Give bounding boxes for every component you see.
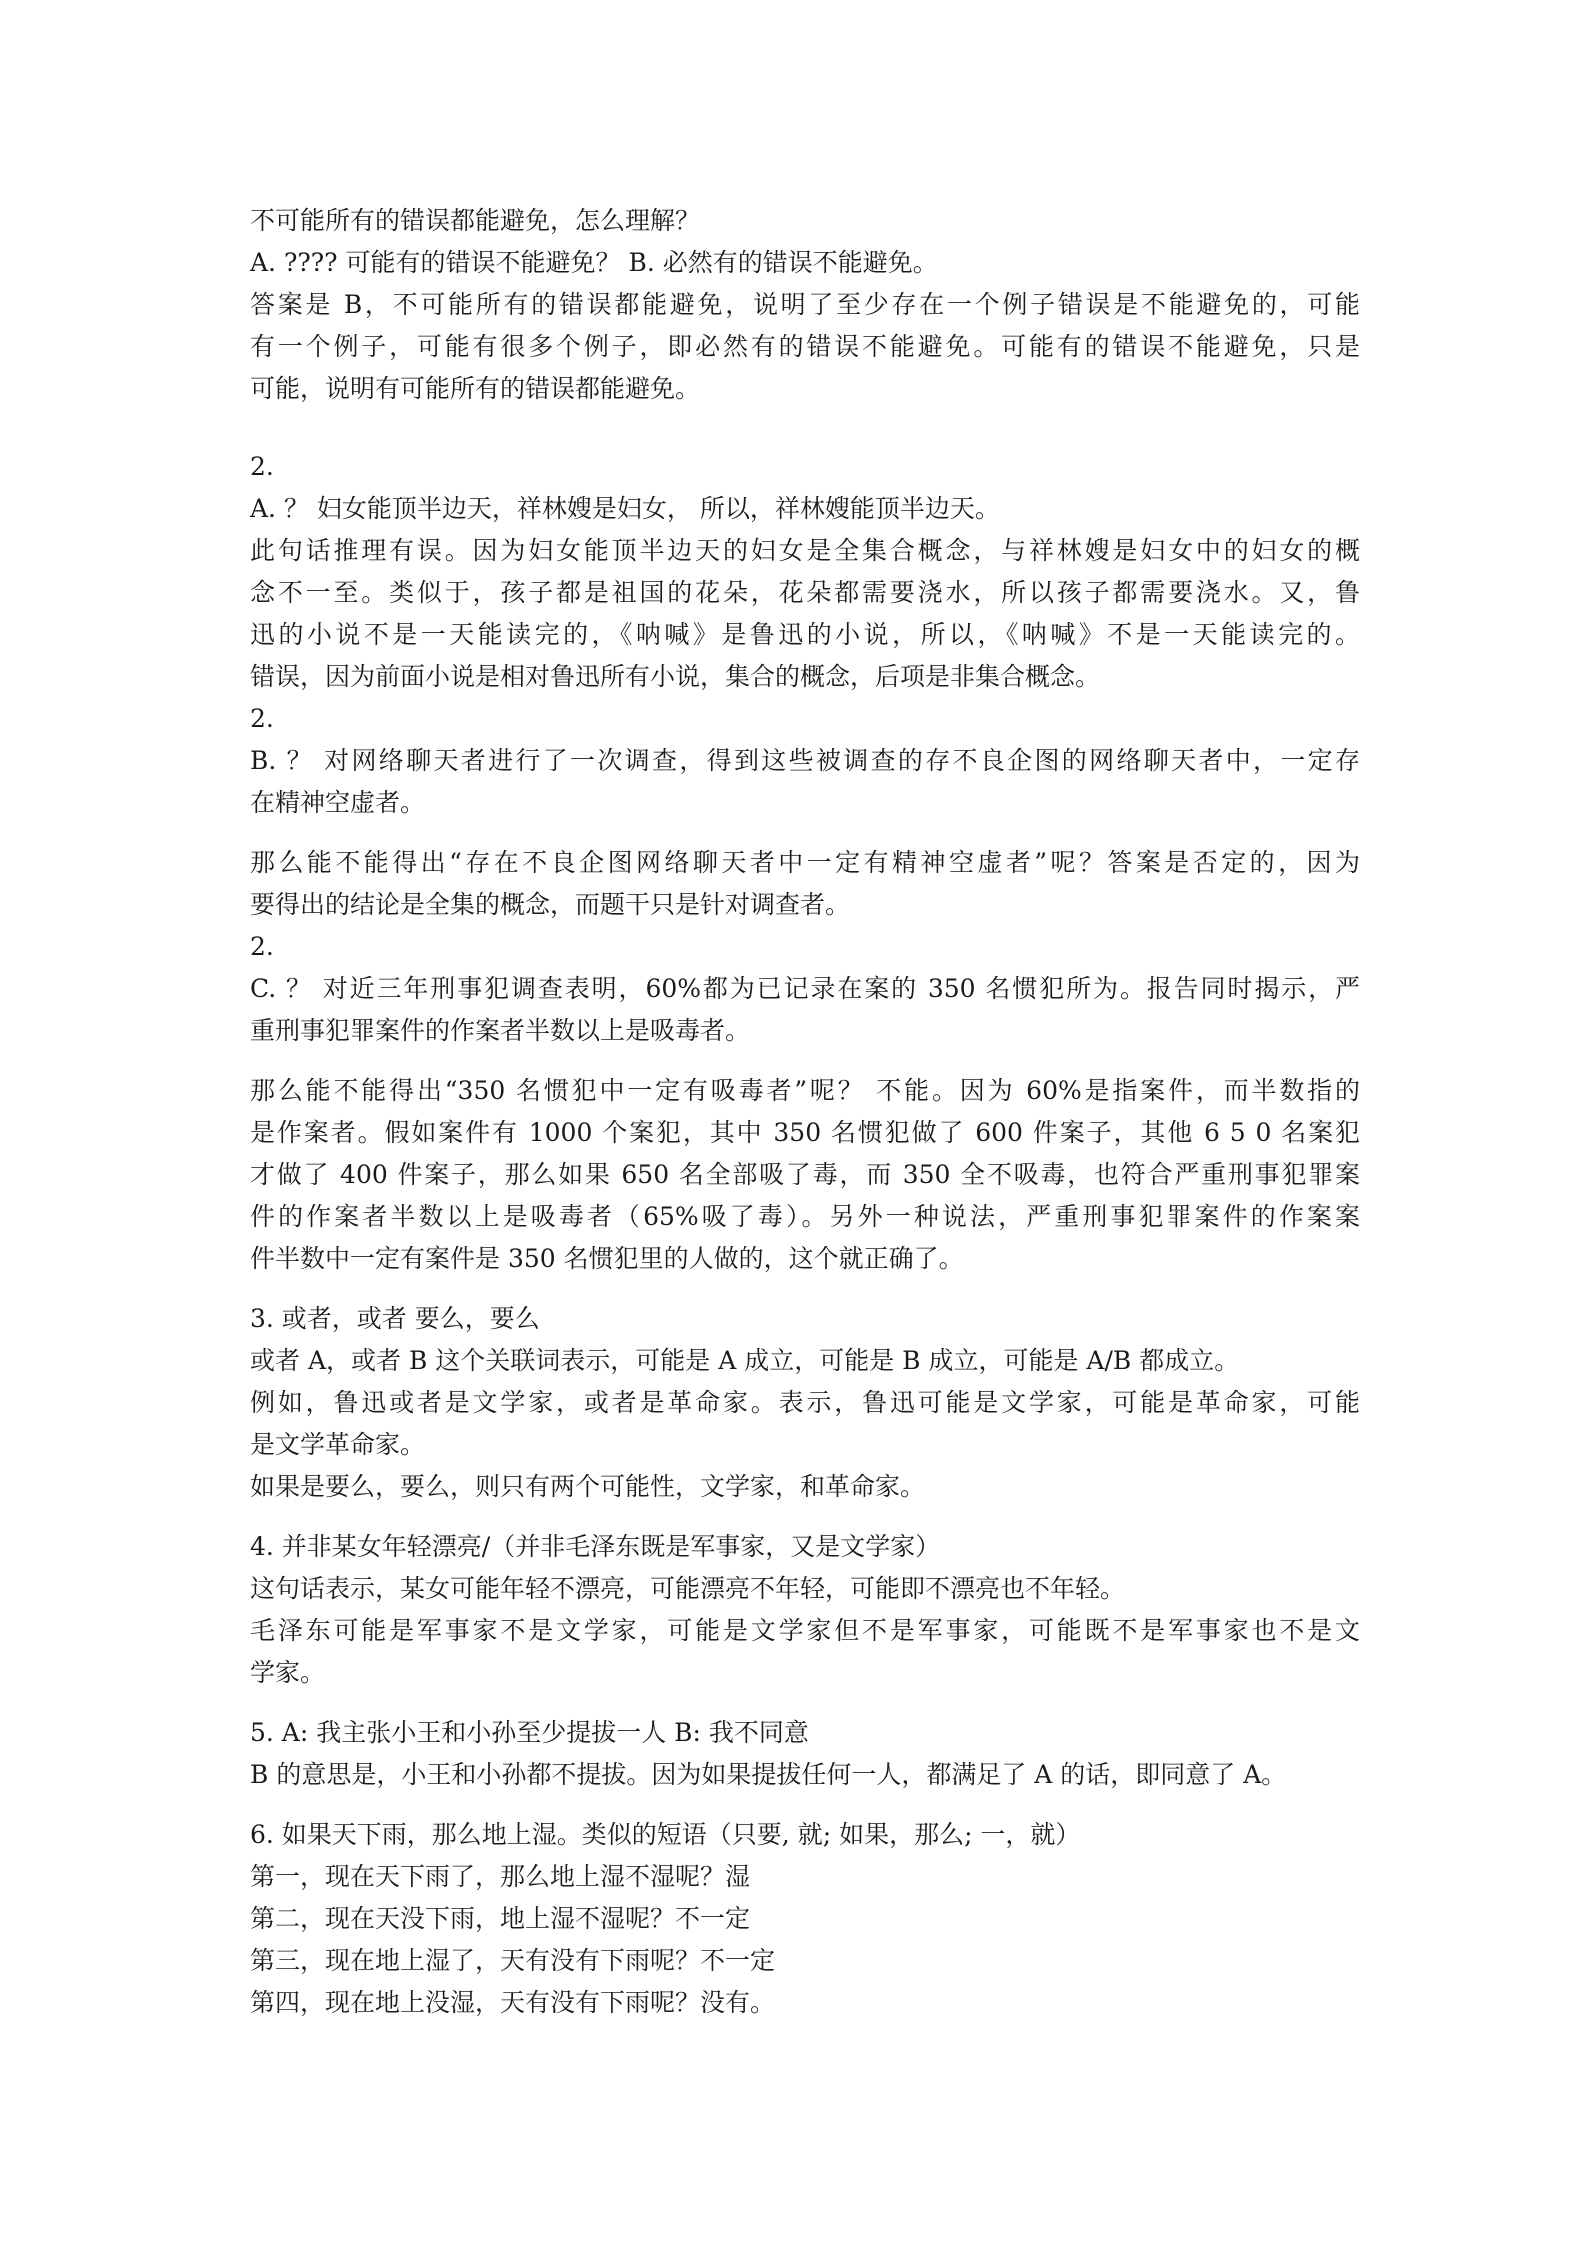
text-line: 在精神空虚者。 [250,788,426,817]
text-line: A. ???? 可能有的错误不能避免？ B. 必然有的错误不能避免。 [250,248,938,277]
text-line: 4. 并非某女年轻漂亮/（并非毛泽东既是军事家，又是文学家） [250,1532,941,1561]
text-line: 第三，现在地上湿了，天有没有下雨呢？不一定 [250,1946,776,1975]
text-line: 念不一至。类似于，孩子都是祖国的花朵，花朵都需要浇水，所以孩子都需要浇水。又，鲁 [250,578,1360,607]
text-line: 第四，现在地上没湿，天有没有下雨呢？没有。 [250,1988,776,2017]
text-line: 有一个例子，可能有很多个例子，即必然有的错误不能避免。可能有的错误不能避免，只是 [250,332,1360,361]
text-line: B. ？ 对网络聊天者进行了一次调查，得到这些被调查的存不良企图的网络聊天者中，一定存 [250,746,1360,775]
text-line: 要得出的结论是全集的概念，而题干只是针对调查者。 [250,890,851,919]
text-line: 这句话表示，某女可能年轻不漂亮，可能漂亮不年轻，可能即不漂亮也不年轻。 [250,1574,1126,1603]
text-line: 毛泽东可能是军事家不是文学家，可能是文学家但不是军事家，可能既不是军事家也不是文 [250,1616,1360,1645]
text-line: 可能，说明有可能所有的错误都能避免。 [250,374,701,403]
text-line: 重刑事犯罪案件的作案者半数以上是吸毒者。 [250,1016,751,1045]
text-line: 件半数中一定有案件是 350 名惯犯里的人做的，这个就正确了。 [250,1244,964,1273]
text-line: 不可能所有的错误都能避免，怎么理解？ [250,206,701,235]
paragraph-gap [250,1694,1360,1712]
paragraph-gap [250,1796,1360,1814]
text-line: 学家。 [250,1658,326,1687]
text-line: 或者 A，或者 B 这个关联词表示，可能是 A 成立，可能是 B 成立，可能是 A/B 都成立。 [250,1346,1240,1375]
text-line: 是文学革命家。 [250,1430,426,1459]
paragraph-gap [250,410,1360,446]
text-line: 那么能不能得出“存在不良企图网络聊天者中一定有精神空虚者”呢？答案是否定的，因为 [250,848,1360,877]
text-line: 才做了 400 件案子，那么如果 650 名全部吸了毒，而 350 全不吸毒，也符合严重刑事犯罪案 [250,1160,1360,1189]
document-body [250,200,1360,2024]
text-line: 例如，鲁迅或者是文学家，或者是革命家。表示，鲁迅可能是文学家，可能是革命家，可能 [250,1388,1360,1417]
text-line: 6. 如果天下雨，那么地上湿。类似的短语（只要, 就; 如果，那么; 一，就） [250,1820,1081,1849]
text-line: 3. 或者，或者 要么，要么 [250,1304,540,1333]
text-line: 错误，因为前面小说是相对鲁迅所有小说，集合的概念，后项是非集合概念。 [250,662,1101,691]
text-line: C. ？ 对近三年刑事犯调查表明，60%都为已记录在案的 350 名惯犯所为。报告同时揭示，严 [250,974,1360,1003]
text-line: B 的意思是，小王和小孙都不提拔。因为如果提拔任何一人，都满足了 A 的话，即同意了 A。 [250,1760,1287,1789]
text-line: 2. [250,452,274,481]
text-line: 如果是要么，要么，则只有两个可能性，文学家，和革命家。 [250,1472,926,1501]
text-line: 2. [250,932,274,961]
text-line: 第一，现在天下雨了，那么地上湿不湿呢？湿 [250,1862,751,1891]
text-line: 那么能不能得出“350 名惯犯中一定有吸毒者”呢？ 不能。因为 60%是指案件，而半数指的 [250,1076,1360,1105]
text-line: 是作案者。假如案件有 1000 个案犯，其中 350 名惯犯做了 600 件案子，其他 6 5 0 名案犯 [250,1118,1360,1147]
paragraph-gap [250,824,1360,842]
text-line: 答案是 B，不可能所有的错误都能避免，说明了至少存在一个例子错误是不能避免的，可能 [250,290,1360,319]
text-line: A. ？ 妇女能顶半边天，祥林嫂是妇女， 所以，祥林嫂能顶半边天。 [250,494,1000,523]
text-line: 2. [250,704,274,733]
text-line: 件的作案者半数以上是吸毒者（65%吸了毒）。另外一种说法，严重刑事犯罪案件的作案案 [250,1202,1360,1231]
text-line: 5. A: 我主张小王和小孙至少提拔一人 B: 我不同意 [250,1718,809,1747]
text-line: 第二，现在天没下雨，地上湿不湿呢？不一定 [250,1904,751,1933]
paragraph-gap [250,1052,1360,1070]
paragraph-gap [250,1508,1360,1526]
text-line: 迅的小说不是一天能读完的，《呐喊》是鲁迅的小说，所以，《呐喊》不是一天能读完的。 [250,620,1360,649]
paragraph-gap [250,1280,1360,1298]
text-line: 此句话推理有误。因为妇女能顶半边天的妇女是全集合概念，与祥林嫂是妇女中的妇女的概 [250,536,1360,565]
